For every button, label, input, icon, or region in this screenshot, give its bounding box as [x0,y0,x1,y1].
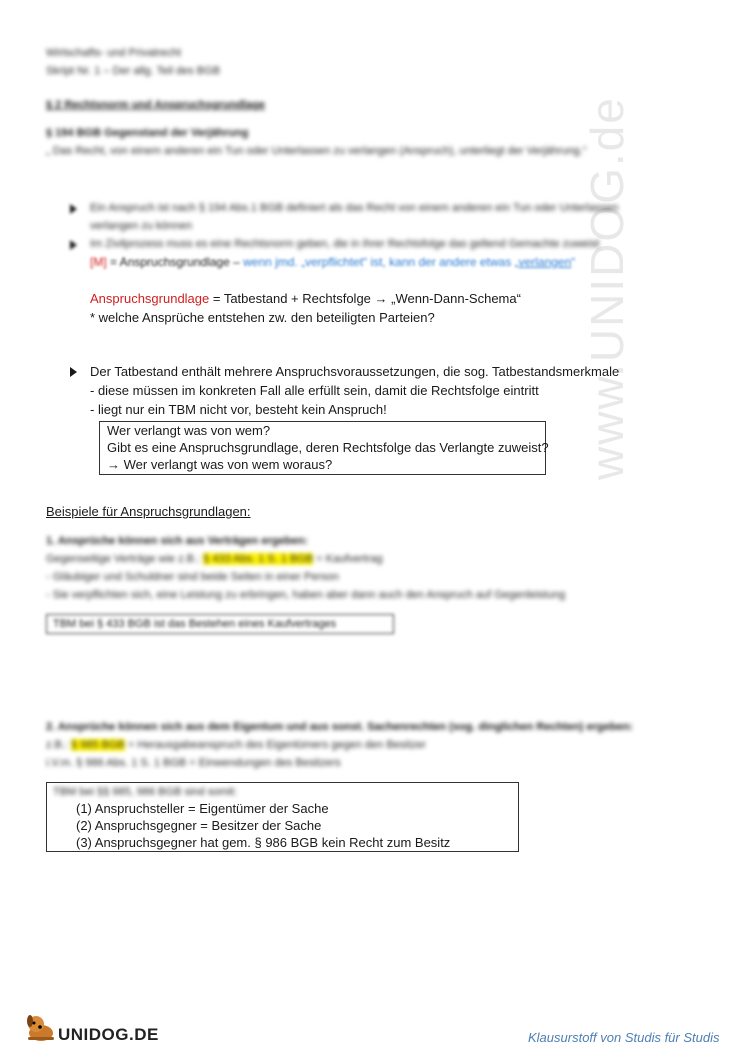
example-2-line-2: i.V.m. § 986 Abs. 1 S. 1 BGB = Einwendungen des Besitzers [46,757,341,769]
formula-term: Anspruchsgrundlage [90,291,210,306]
bullet-2-blue-2: verlangen [518,255,572,269]
claim-item-2: (2) Anspruchsgegner = Besitzer der Sache [76,818,322,833]
example-1-line-2: - Gläubiger und Schuldner sind beide Seiten in einer Person [46,571,339,583]
example-2-b: = Herausgabeanspruch des Eigentümers gegen den Besitzer [124,739,427,751]
example-1-line-1 [46,550,383,568]
question-line-2: Gibt es eine Anspruchsgrundlage, deren Rechtsfolge das Verlangte zuweist? [107,440,549,455]
example-1-b: = Kaufvertrag [313,553,383,565]
example-2-title: 2. Ansprüche können sich aus dem Eigentum und aus sonst. Sachenrechten (sog. dinglichen Rechten) ergeben: [46,721,633,733]
bullet-1-line-1: Ein Anspruch ist nach § 194 Abs.1 BGB definiert als das Recht von einem anderen ein Tun oder Unterlassen [90,202,619,214]
example-1-highlight: § 433 Abs. 1 S. 1 BGB [203,553,314,565]
formula-rest: = Tatbestand + Rechtsfolge → „Wenn-Dann-Schema“ [209,291,521,306]
marker-m: [M] [90,255,107,269]
bullet-2-end: “ [571,255,576,269]
tatbestand-line-1: Der Tatbestand enthält mehrere Anspruchsvoraussetzungen, die sog. Tatbestandsmerkmale [90,364,620,379]
bullet-2-blue-1: wenn jmd. „verpflichtet“ ist, kann der andere etwas „ [243,255,519,269]
bullet-2-eq: = Anspruchsgrundlage – [106,255,244,269]
example-2-box-head: TBM bei §§ 985, 986 BGB sind somit: [53,786,238,798]
section-subheading: § 194 BGB Gegenstand der Verjährung [46,127,249,139]
bullet-arrow-icon [70,367,77,377]
formula-line [90,290,521,308]
header-line-1: Wirtschafts- und Privatrecht [46,47,182,59]
claim-item-3: (3) Anspruchsgegner hat gem. § 986 BGB kein Recht zum Besitz [76,835,451,850]
example-2-a: z.B.: [46,739,72,751]
claim-item-1: (1) Anspruchsteller = Eigentümer der Sache [76,801,329,816]
example-1-box-text: TBM bei § 433 BGB ist das Bestehen eines Kaufvertrages [53,618,337,630]
formula-note: * welche Ansprüche entstehen zw. den beteiligten Parteien? [90,310,435,325]
section-quote: „ Das Recht, von einem anderen ein Tun oder Unterlassen zu verlangen (Anspruch), unterliegt der Verjährung.“ [46,145,587,157]
example-1-a: Gegenseitige Verträge wie z.B.: [46,553,204,565]
section-heading: § 2 Rechtsnorm und Anspruchsgrundlage [46,99,266,111]
example-2-line-1 [46,736,426,754]
example-2-highlight: § 985 BGB [71,739,125,751]
question-line-1: Wer verlangt was von wem? [107,423,271,438]
tatbestand-line-2: - diese müssen im konkreten Fall alle erfüllt sein, damit die Rechtsfolge eintritt [90,383,539,398]
question-box [99,421,549,475]
header-line-2: Skript Nr. 1 – Der allg. Teil des BGB [46,65,221,77]
example-1-line-3: - Sie verpflichten sich, eine Leistung zu erbringen, haben aber dann auch den Anspruch auf Gegenleistung [46,589,566,601]
bullet-1-line-2: verlangen zu können [90,220,193,232]
examples-heading: Beispiele für Anspruchsgrundlagen: [46,504,251,519]
example-1-title: 1. Ansprüche können sich aus Verträgen ergeben: [46,535,308,547]
bullet-arrow-icon [70,240,77,250]
example-2-box [46,782,519,852]
logo-text: UNIDOG.DE [58,1025,159,1044]
example-1-box [46,614,394,634]
tatbestand-line-3: - liegt nur ein TBM nicht vor, besteht kein Anspruch! [90,402,387,417]
question-line-3: → Wer verlangt was von wem woraus? [107,457,333,472]
dog-logo-icon [24,1013,58,1043]
watermark: www.UNIDOG.de [581,96,633,480]
footer-tagline: Klausurstoff von Studis für Studis [528,1030,720,1045]
bullet-2-line-2 [90,253,575,271]
bullet-arrow-icon [70,204,77,214]
bullet-2-line-1: Im Zivilprozess muss es eine Rechtsnorm geben, die in ihrer Rechtsfolge das geltend Gemachte zuweist [90,238,600,250]
